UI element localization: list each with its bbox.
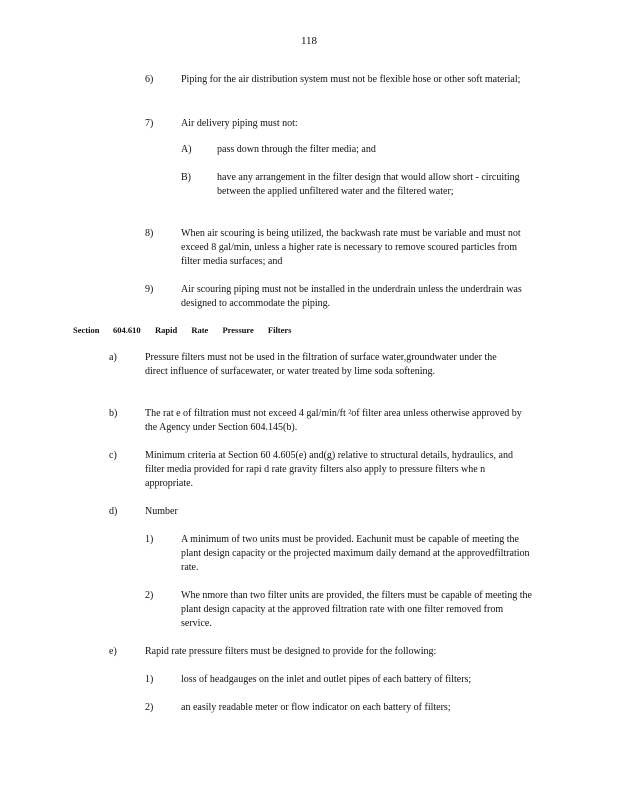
item-letter: a) xyxy=(109,352,117,363)
section-label: Section xyxy=(73,325,100,335)
subitem-number: 1) xyxy=(145,534,154,545)
subitem-letter: A) xyxy=(181,144,192,155)
item-text: When air scouring is being utilized, the backwash rate must be variable and must not exceed 8 gal/min, unless a higher rate is necessary to remove scoured particles from filter media surfaces; and xyxy=(181,228,521,267)
item-text: Number xyxy=(145,506,178,517)
item-text: Air scouring piping must not be installed in the underdrain unless the underdrain was designed to accommodate the piping. xyxy=(181,284,522,309)
subitem-letter: B) xyxy=(181,172,191,183)
subitem-number: 2) xyxy=(145,702,154,713)
page-number: 118 xyxy=(300,35,318,47)
item-letter: e) xyxy=(109,646,117,657)
item-text: Pressure filters must not be used in the filtration of surface water,groundwater under the direct influence of surfacewater, or water treated by lime soda softening. xyxy=(145,352,497,377)
item-letter: b) xyxy=(109,408,118,419)
item-letter: c) xyxy=(109,450,117,461)
subitem-text: Whe nmore than two filter units are provided, the filters must be capable of meeting the plant design capacity at the approved filtration rate with one filter removed from service. xyxy=(181,590,532,629)
subitem-number: 2) xyxy=(145,590,154,601)
item-text: Piping for the air distribution system must not be flexible hose or other soft material; xyxy=(181,74,521,85)
item-text: Air delivery piping must not: xyxy=(181,118,298,129)
item-number: 8) xyxy=(145,228,154,239)
item-text: Rapid rate pressure filters must be designed to provide for the following: xyxy=(145,646,437,657)
section-title: Rapid Rate Pressure Filters xyxy=(155,325,292,335)
subitem-text: have any arrangement in the filter design that would allow short - circuiting between the applied unfiltered water and the filtered water; xyxy=(217,172,520,197)
subitem-text: an easily readable meter or flow indicator on each battery of filters; xyxy=(181,702,451,713)
subitem-number: 1) xyxy=(145,674,154,685)
item-number: 6) xyxy=(145,74,154,85)
item-letter: d) xyxy=(109,506,118,517)
item-text: Minimum criteria at Section 60 4.605(e) and(g) relative to structural details, hydraulics, and filter media provided for rapi d rate gravity filters also apply to pressure filters whe n appropriate. xyxy=(145,450,513,489)
section-number: 604.610 xyxy=(113,325,141,335)
item-number: 7) xyxy=(145,118,154,129)
subitem-text: pass down through the filter media; and xyxy=(217,144,376,155)
item-number: 9) xyxy=(145,284,154,295)
item-text: The rat e of filtration must not exceed 4 gal/min/ft ²of filter area unless otherwise approved by the Agency under Section 604.145(b). xyxy=(145,408,522,433)
subitem-text: loss of headgauges on the inlet and outlet pipes of each battery of filters; xyxy=(181,674,472,685)
subitem-text: A minimum of two units must be provided. Eachunit must be capable of meeting the plant design capacity or the projected maximum daily demand at the approvedfiltration rate. xyxy=(181,534,530,573)
